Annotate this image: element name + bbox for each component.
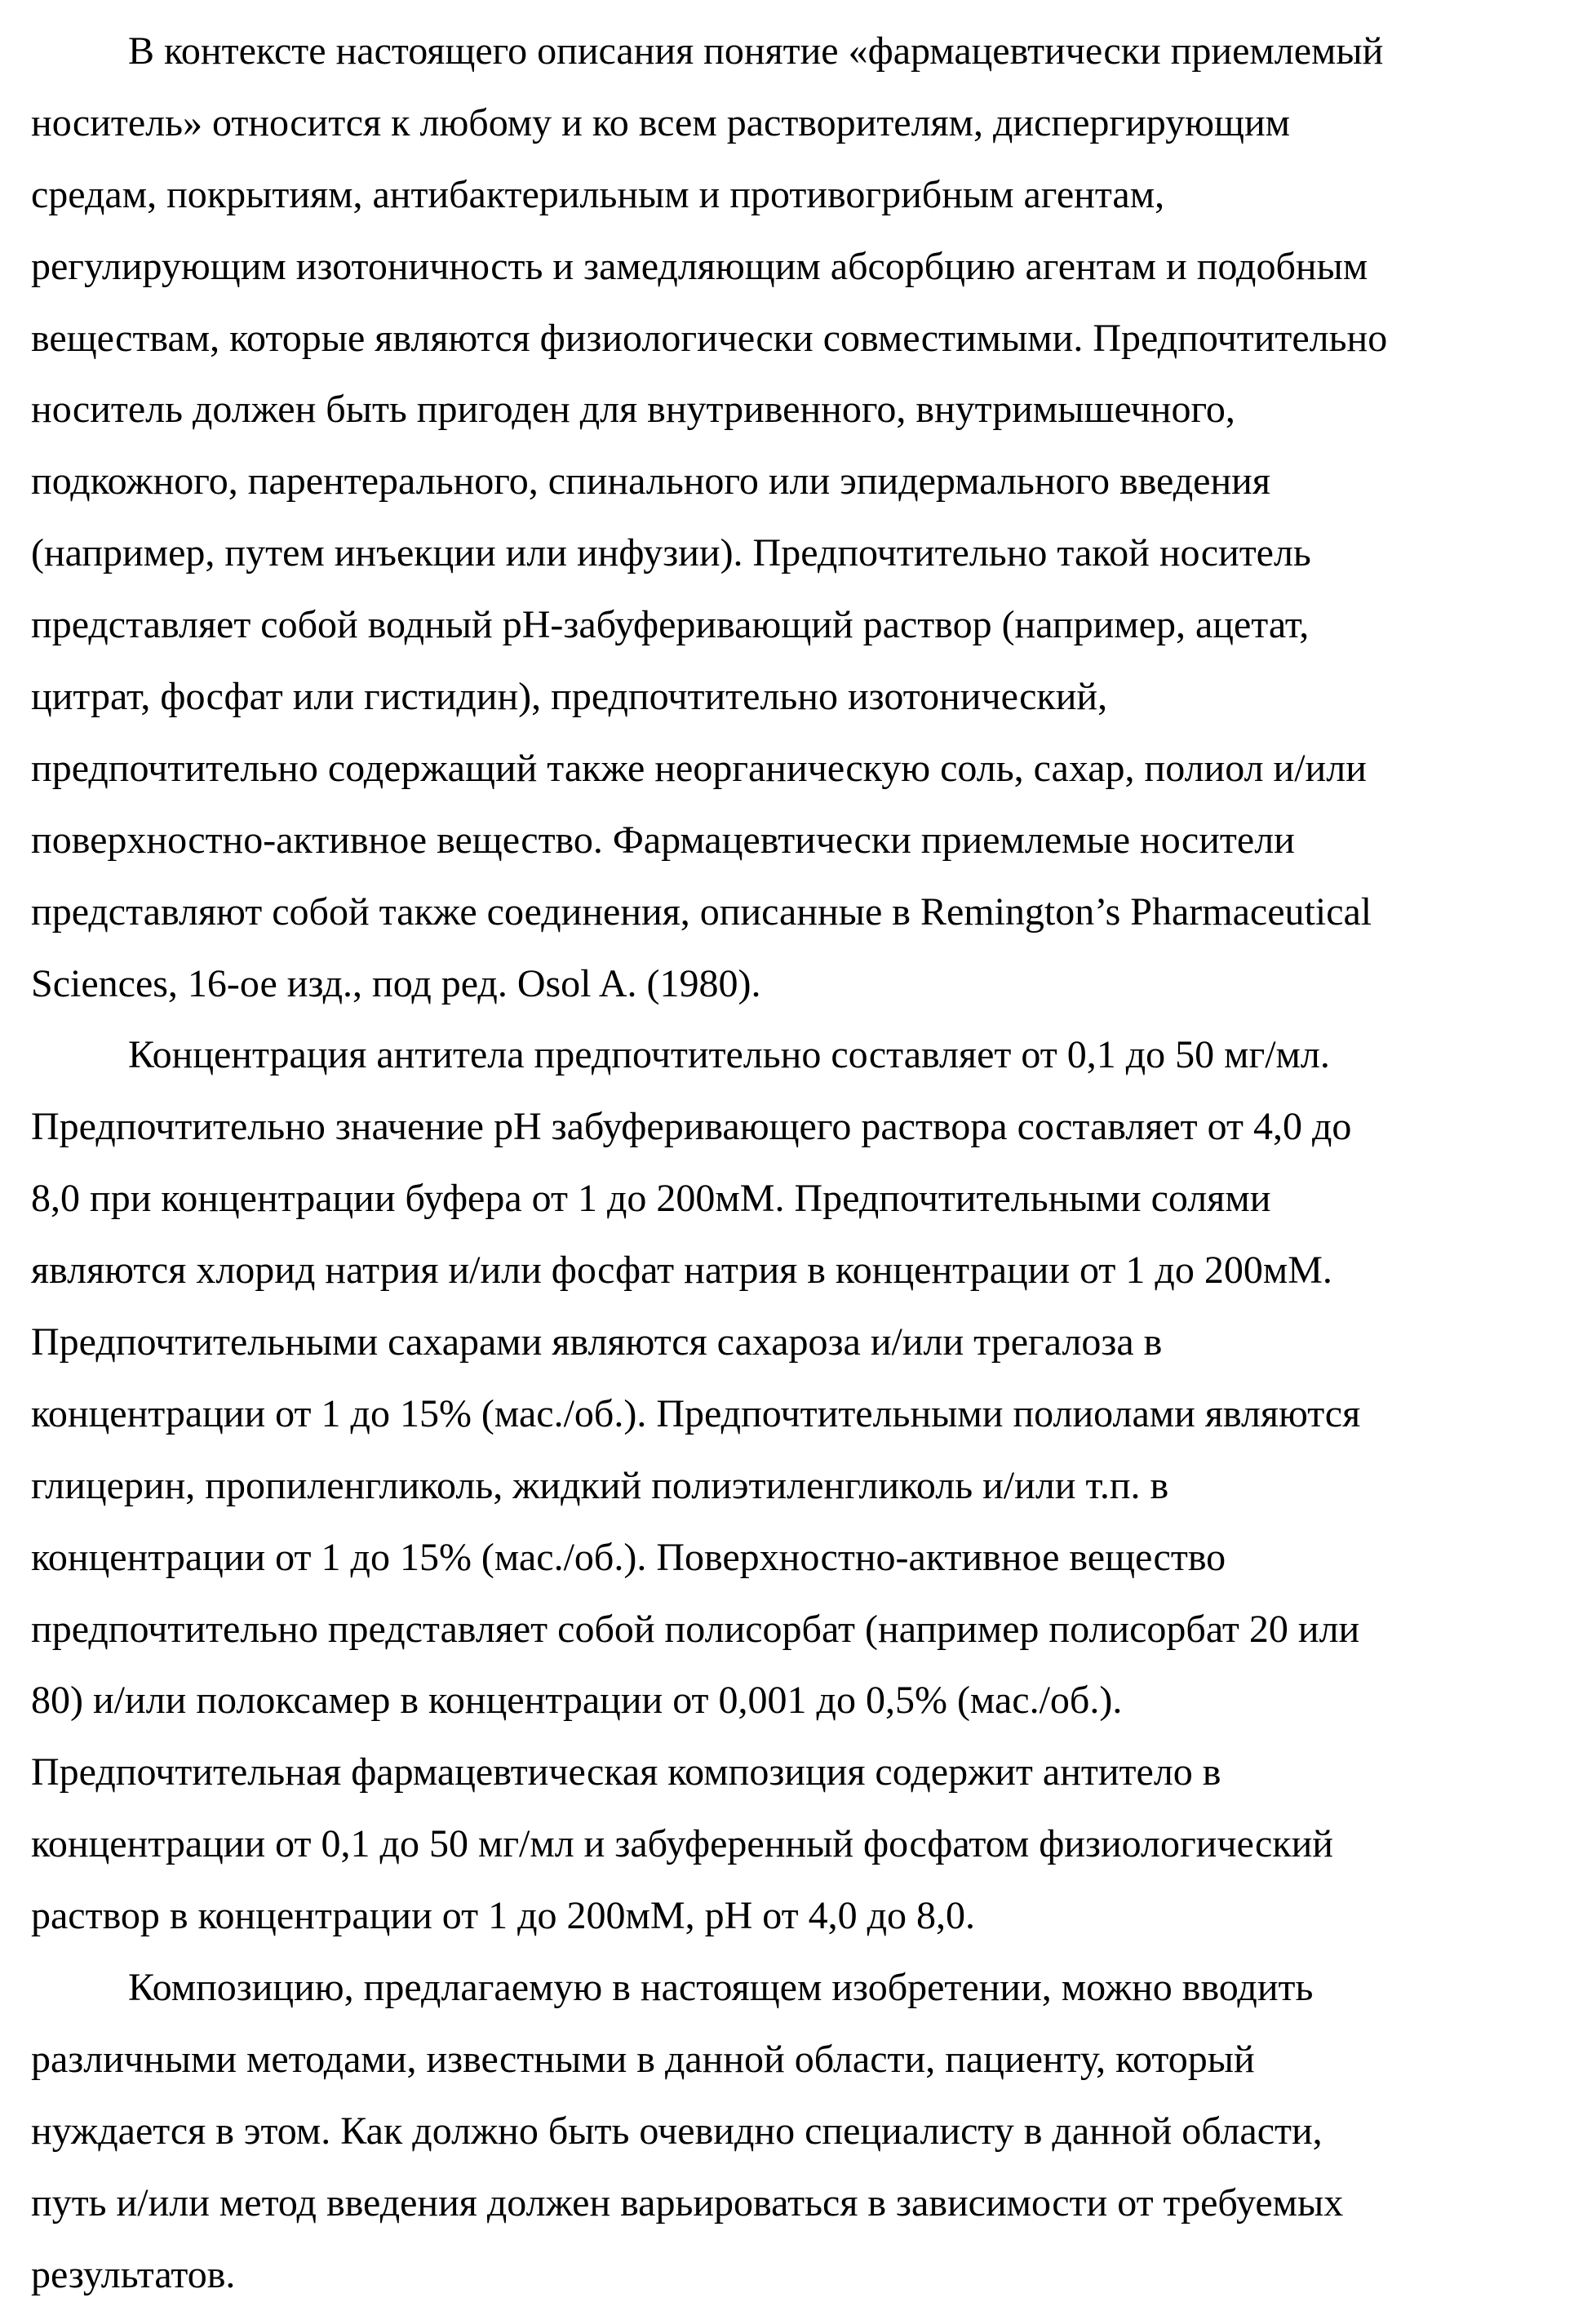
paragraph (31, 1952, 1573, 2310)
text-line: различными методами, известными в данной области, пациенту, который (31, 2024, 1573, 2096)
text-line: предпочтительно содержащий также неорганическую соль, сахар, полиол и/или (31, 733, 1573, 805)
text-line: (например, путем инъекции или инфузии). Предпочтительно такой носитель (31, 517, 1573, 589)
text-line: нуждается в этом. Как должно быть очевидно специалисту в данной области, (31, 2096, 1573, 2167)
text-line: предпочтительно представляет собой полисорбат (например полисорбат 20 или (31, 1594, 1573, 1666)
text-line: В контексте настоящего описания понятие «фармацевтически приемлемый (31, 16, 1573, 87)
text-line: концентрации от 1 до 15% (мас./об.). Поверхностно-активное вещество (31, 1522, 1573, 1594)
text-line: 8,0 при концентрации буфера от 1 до 200мМ. Предпочтительными солями (31, 1163, 1573, 1235)
text-line: концентрации от 1 до 15% (мас./об.). Предпочтительными полиолами являются (31, 1378, 1573, 1450)
paragraph (31, 16, 1573, 1019)
text-line: являются хлорид натрия и/или фосфат натрия в концентрации от 1 до 200мМ. (31, 1235, 1573, 1306)
text-line: подкожного, парентерального, спинального или эпидермального введения (31, 446, 1573, 517)
text-line: глицерин, пропиленгликоль, жидкий полиэтиленгликоль и/или т.п. в (31, 1450, 1573, 1522)
text-line: средам, покрытиям, антибактерильным и противогрибным агентам, (31, 159, 1573, 231)
text-line: 80) и/или полоксамер в концентрации от 0,001 до 0,5% (мас./об.). (31, 1665, 1573, 1737)
text-line: представляет собой водный pH-забуферивающий раствор (например, ацетат, (31, 589, 1573, 661)
text-line: цитрат, фосфат или гистидин), предпочтительно изотонический, (31, 661, 1573, 733)
text-line: носитель должен быть пригоден для внутривенного, внутримышечного, (31, 374, 1573, 446)
document-page (31, 16, 1573, 2311)
text-line: раствор в концентрации от 1 до 200мМ, pH от 4,0 до 8,0. (31, 1880, 1573, 1952)
text-line: Предпочтительными сахарами являются сахароза и/или трегалоза в (31, 1306, 1573, 1378)
text-line: Предпочтительная фармацевтическая композиция содержит антитело в (31, 1737, 1573, 1808)
text-line: представляют собой также соединения, описанные в Remington’s Pharmaceutical (31, 876, 1573, 948)
text-line: носитель» относится к любому и ко всем растворителям, диспергирующим (31, 87, 1573, 159)
text-line: Sciences, 16-ое изд., под ред. Osol A. (1980). (31, 948, 1573, 1020)
text-line: регулирующим изотоничность и замедляющим абсорбцию агентам и подобным (31, 231, 1573, 303)
text-line: путь и/или метод введения должен варьироваться в зависимости от требуемых (31, 2167, 1573, 2239)
text-line: Концентрация антитела предпочтительно составляет от 0,1 до 50 мг/мл. (31, 1019, 1573, 1091)
paragraph (31, 1019, 1573, 1952)
text-line: веществам, которые являются физиологически совместимыми. Предпочтительно (31, 303, 1573, 375)
text-line: Предпочтительно значение pH забуферивающего раствора составляет от 4,0 до (31, 1091, 1573, 1163)
text-line: поверхностно-активное вещество. Фармацевтически приемлемые носители (31, 805, 1573, 876)
text-line: результатов. (31, 2239, 1573, 2311)
text-line: концентрации от 0,1 до 50 мг/мл и забуференный фосфатом физиологический (31, 1808, 1573, 1880)
text-line: Композицию, предлагаемую в настоящем изобретении, можно вводить (31, 1952, 1573, 2024)
